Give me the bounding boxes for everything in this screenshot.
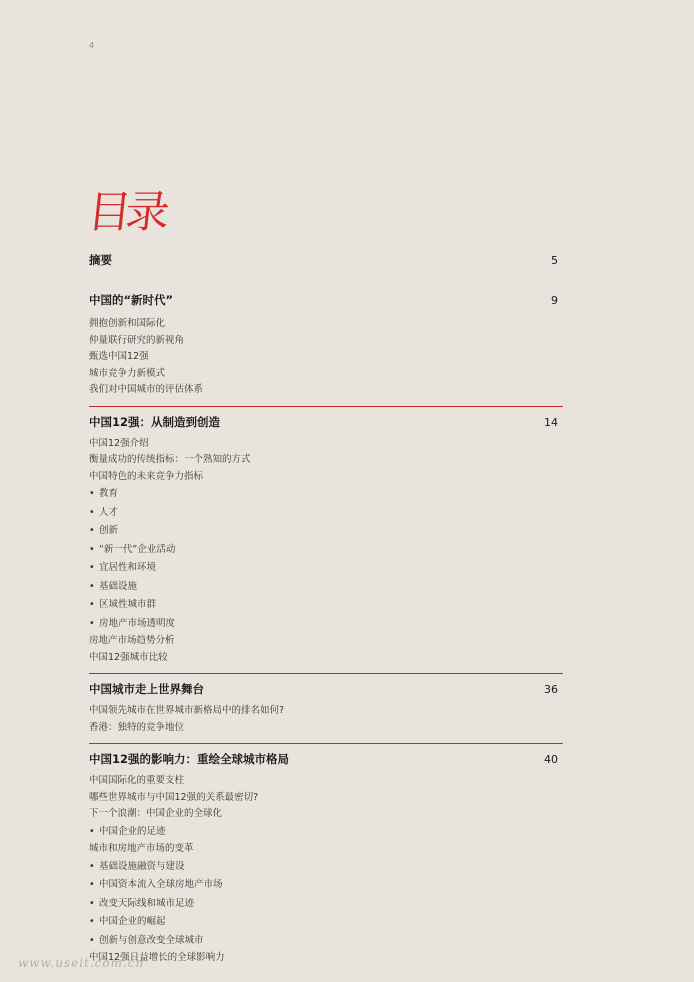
toc-section: [89, 744, 563, 967]
toc-entry[interactable]: 中国12强介绍: [89, 437, 149, 449]
toc-page-number: 5: [551, 254, 558, 267]
toc-entry[interactable]: 中国国际化的重要支柱: [89, 775, 185, 786]
toc-entry[interactable]: 哪些世界城市与中国12强的关系最密切?: [89, 791, 259, 803]
toc-bullet-entry[interactable]: • 创新与创意改变全球城市: [89, 932, 563, 951]
toc-section: [89, 407, 563, 674]
toc-entry[interactable]: 城市竞争力新模式: [89, 367, 166, 379]
toc-entry[interactable]: 中国12强日益增长的全球影响力: [89, 952, 225, 963]
toc-section-heading[interactable]: [89, 414, 563, 430]
toc-page-number: 36: [544, 683, 558, 696]
toc-section-heading[interactable]: [89, 252, 563, 268]
toc-bullet-entry[interactable]: • 房地产市场透明度: [89, 615, 563, 634]
toc-entry[interactable]: 仲量联行研究的新视角: [89, 334, 185, 346]
toc-entry[interactable]: 房地产市场趋势分析: [89, 635, 175, 646]
page-title: 目录: [84, 187, 167, 238]
toc-section-title: 中国12强：从制造到创造: [89, 414, 221, 429]
toc-section-title: 中国12强的影响力：重绘全球城市格局: [89, 752, 290, 766]
toc-entry[interactable]: 甄选中国12强: [89, 351, 149, 362]
toc-bullet-entry[interactable]: • 改变天际线和城市足迹: [89, 895, 563, 914]
toc-section: [89, 292, 563, 406]
toc-entry[interactable]: 下一个浪潮：中国企业的全球化: [89, 808, 223, 819]
toc-section-heading[interactable]: [89, 681, 563, 697]
toc-section-heading[interactable]: [89, 292, 563, 308]
toc-entry[interactable]: 中国12强城市比较: [89, 651, 168, 663]
toc-section: [89, 252, 563, 292]
watermark: www.useit.com.cn: [18, 956, 145, 970]
toc-section-title: 中国的“新时代”: [89, 293, 174, 307]
toc-entry[interactable]: 城市和房地产市场的变革: [89, 843, 194, 854]
table-of-contents: [89, 252, 563, 967]
toc-entry[interactable]: 中国领先城市在世界城市新格局中的排名如何?: [89, 705, 285, 716]
toc-bullet-entry[interactable]: • 基础设施: [89, 578, 563, 597]
toc-bullet-entry[interactable]: • 教育: [89, 485, 563, 504]
toc-section: [89, 674, 563, 743]
toc-bullet-entry[interactable]: • 创新: [89, 522, 563, 541]
toc-page-number: 9: [551, 294, 558, 307]
toc-entry[interactable]: 香港：独特的竞争地位: [89, 721, 185, 733]
toc-page-number: 14: [544, 415, 558, 429]
toc-entry[interactable]: 我们对中国城市的评估体系: [89, 384, 204, 395]
toc-bullet-entry[interactable]: • 中国资本流入全球房地产市场: [89, 876, 563, 895]
toc-section-title: 摘要: [89, 253, 112, 267]
toc-bullet-entry[interactable]: • 中国企业的崛起: [89, 913, 563, 932]
toc-entry[interactable]: 拥抱创新和国际化: [89, 318, 166, 329]
toc-bullet-entry[interactable]: • 区域性城市群: [89, 596, 563, 615]
toc-bullet-entry[interactable]: • 人才: [89, 504, 563, 523]
page-number: 4: [89, 41, 95, 50]
toc-bullet-entry[interactable]: • 宜居性和环境: [89, 559, 563, 578]
toc-entry[interactable]: 中国特色的未来竞争力指标: [89, 470, 204, 482]
toc-page-number: 40: [544, 753, 558, 766]
toc-bullet-entry[interactable]: • 中国企业的足迹: [89, 823, 563, 842]
toc-bullet-entry[interactable]: • 基础设施融资与建设: [89, 858, 563, 877]
toc-bullet-entry[interactable]: • “新一代”企业活动: [89, 541, 563, 560]
toc-section-title: 中国城市走上世界舞台: [89, 682, 204, 696]
toc-section-heading[interactable]: [89, 751, 563, 767]
toc-entry[interactable]: 衡量成功的传统指标：一个熟知的方式: [89, 454, 251, 465]
